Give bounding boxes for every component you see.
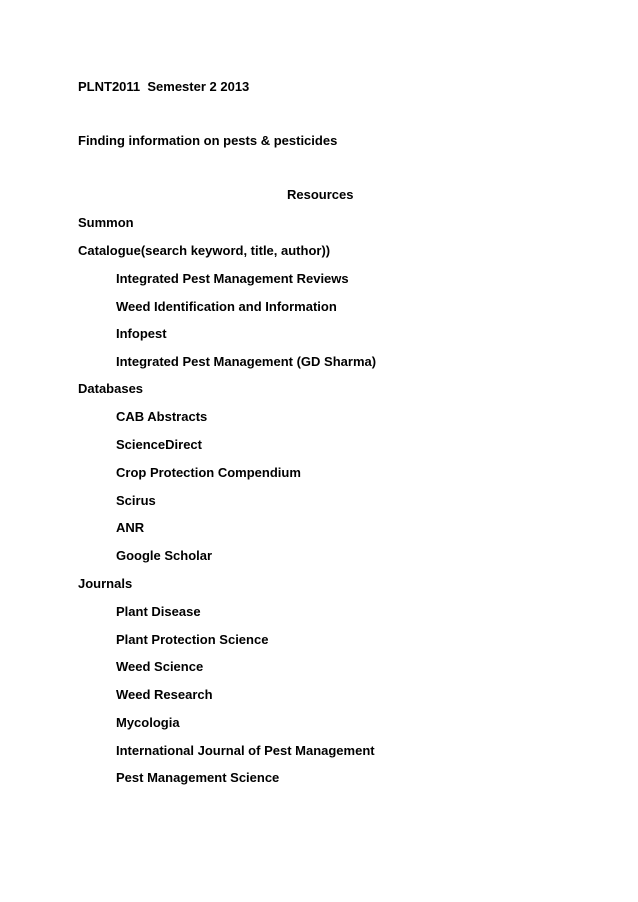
journal-item: Pest Management Science	[116, 770, 280, 785]
course-title: PLNT2011 Semester 2 2013	[78, 79, 250, 94]
journal-item: Weed Research	[116, 687, 213, 702]
database-item: Crop Protection Compendium	[116, 465, 301, 480]
catalogue-item: Integrated Pest Management (GD Sharma)	[116, 354, 377, 369]
catalogue-heading: Catalogue(search keyword, title, author))	[78, 243, 331, 258]
databases-heading: Databases	[78, 381, 144, 396]
catalogue-item: Infopest	[116, 326, 167, 341]
catalogue-item: Integrated Pest Management Reviews	[116, 271, 349, 286]
database-item: Scirus	[116, 493, 156, 508]
resources-heading: Resources	[287, 187, 354, 202]
catalogue-item: Weed Identification and Information	[116, 299, 337, 314]
journal-item: Weed Science	[116, 659, 204, 674]
journal-item: Plant Protection Science	[116, 632, 269, 647]
summon-heading: Summon	[78, 215, 134, 230]
database-item: Google Scholar	[116, 548, 213, 563]
journal-item: International Journal of Pest Management	[116, 743, 375, 758]
database-item: ScienceDirect	[116, 437, 202, 452]
document-subtitle: Finding information on pests & pesticides	[78, 133, 338, 148]
journals-heading: Journals	[78, 576, 133, 591]
journal-item: Mycologia	[116, 715, 180, 730]
database-item: CAB Abstracts	[116, 409, 208, 424]
database-item: ANR	[116, 520, 145, 535]
journal-item: Plant Disease	[116, 604, 201, 619]
